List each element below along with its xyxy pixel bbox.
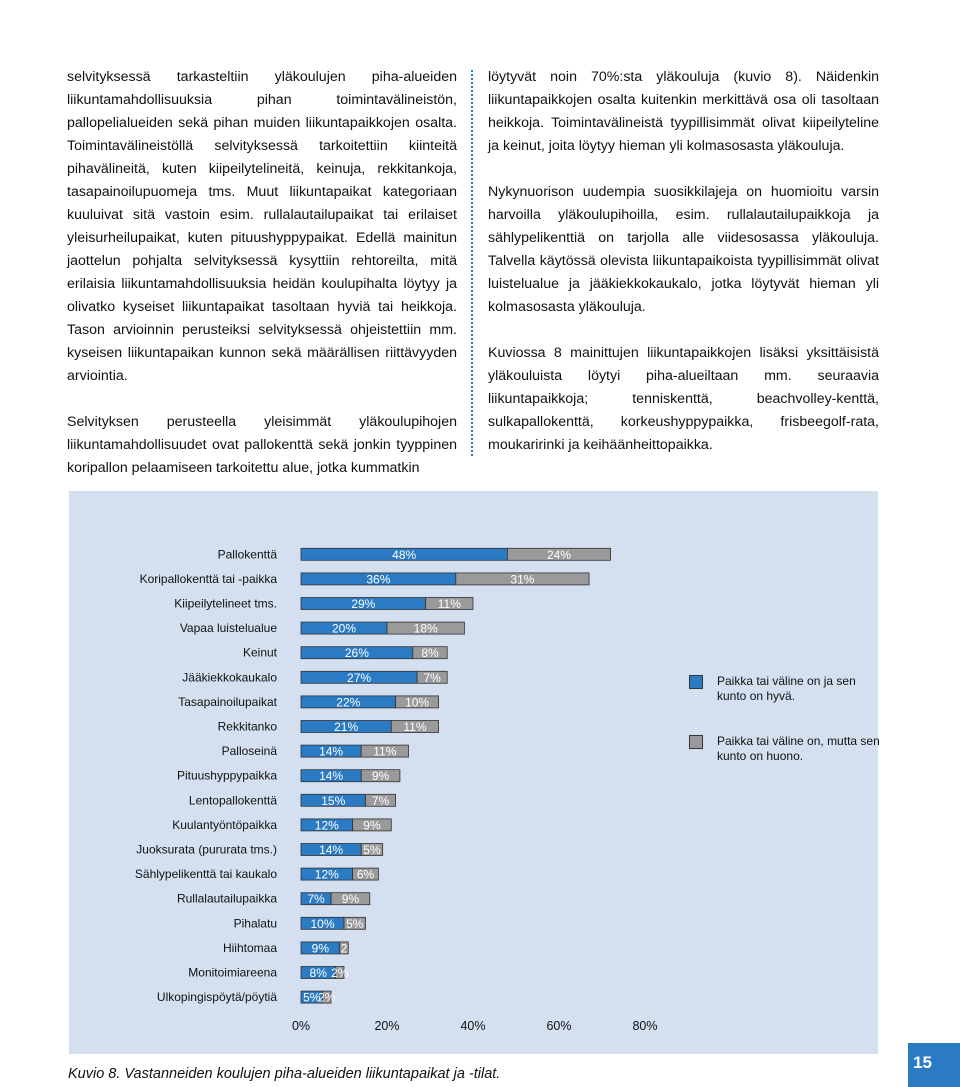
category-label: Vapaa luistelualue (179, 621, 277, 636)
data-label-good: 12% (314, 818, 339, 833)
paragraph: löytyvät noin 70%:sta yläkouluja (kuvio 8). Näidenkin liikuntapaikkojen osalta kuitenkin merkittävä osa oli tasoltaan heikkoja. Toimintavälineistä tyypillisimmät olivat kiipeilyteline ja keinut, joita löytyy hieman yli kolmasosasta yläkouluja. (488, 69, 879, 154)
x-tick-label: 0% (291, 1019, 311, 1033)
category-label: Rekkitanko (217, 719, 277, 734)
category-label: Palloseinä (221, 744, 277, 759)
figure-caption: Kuvio 8. Vastanneiden koulujen piha-alueiden liikuntapaikat ja -tilat. (68, 1066, 501, 1082)
category-label: Pallokenttä (217, 547, 277, 562)
category-label: Ulkopingispöytä/pöytiä (156, 990, 277, 1005)
category-label: Juoksurata (pururata tms.) (136, 842, 277, 857)
data-label-poor: 11% (373, 744, 397, 759)
data-label-good: 21% (334, 720, 359, 734)
category-label: Jääkiekkokaukalo (182, 670, 277, 685)
page-number: 15 (913, 1053, 932, 1072)
page-number-badge (908, 1043, 960, 1087)
paragraph: selvityksessä tarkasteltiin yläkoulujen piha-alueiden liikuntamahdollisuuksia pihan toimintavälineistön, pallopelialueiden sekä pihan muiden liikuntapaikkojen osalta. Toimintavälineistöllä selvityksessä tarkoitettiin kiinteitä pihavälineitä, kuten kiipeilytelineitä, keinuja, rekkitankoja, tasapainoilupuomeja tms. Muut liikuntapaikat kategoriaan kuuluivat sitä vastoin esim. rullalautailupaikat tai erilaiset yleisurheilupaikat, kuten pituushyppypaikat. Edellä mainitun jaottelun pohjalta selvityksessä kysyttiin rehtoreilta, mitä erilaisia liikuntamahdollisuuksia heidän koulupihalta löytyy ja olivatko kyseiset liikuntapaikat tasoltaan hyviä tai heikkoja. Tason arvioinnin perusteiksi selvityksessä ohjeistettiin mm. kyseisen liikuntapaikan kunnon sekä määrällisen riittävyyden arviointia. (67, 69, 457, 384)
data-label-good: 26% (344, 646, 369, 661)
category-label: Kiipeilytelineet tms. (174, 596, 277, 611)
data-label-good: 14% (319, 843, 344, 857)
data-label-good: 12% (314, 867, 339, 882)
paragraph: Kuviossa 8 mainittujen liikuntapaikkojen lisäksi yksittäisistä yläkouluista löytyi piha-alueiltaan mm. seuraavia liikuntapaikkoja; tenniskenttä, beachvolley-kenttä, sulkapallokenttä, korkeushyppypaikka, frisbeegolf-rata, moukaririnki ja keihäänheittopaikka. (488, 345, 879, 453)
category-label: Hiihtomaa (222, 940, 277, 955)
data-label-poor: 7% (371, 793, 390, 808)
category-label: Monitoimiareena (188, 965, 277, 980)
chart-panel (69, 491, 878, 1054)
category-label: Kuulantyöntöpaikka (172, 817, 277, 832)
data-label-poor: 2% (331, 966, 349, 980)
data-label-good: 5% (303, 990, 321, 1005)
data-label-poor: 31% (510, 572, 535, 587)
data-label-poor: 2 (340, 941, 348, 956)
data-label-poor: 11% (437, 597, 461, 611)
x-tick-label: 20% (374, 1019, 400, 1033)
data-label-poor: 8% (421, 646, 439, 661)
data-label-poor: 5% (363, 843, 381, 857)
data-label-poor: 18% (413, 621, 438, 636)
category-label: Pituushyppypaikka (176, 768, 277, 783)
data-label-poor: 9% (371, 769, 390, 784)
data-label-good: 7% (307, 892, 325, 907)
category-label: Pihalatu (233, 916, 277, 931)
data-label-poor: 11% (403, 720, 427, 734)
legend-label-poor: Paikka tai väline on, mutta sen kunto on huono. (717, 734, 880, 763)
data-label-good: 10% (310, 916, 335, 931)
data-label-good: 20% (331, 621, 357, 636)
legend-label-good: Paikka tai väline on ja sen kunto on hyvä. (717, 674, 856, 703)
data-label-poor: 9% (363, 818, 381, 833)
legend-swatch-good (689, 675, 703, 689)
data-label-good: 27% (347, 670, 372, 685)
category-label: Koripallokenttä tai -paikka (139, 571, 277, 586)
data-label-good: 29% (351, 597, 376, 611)
paragraph: Selvityksen perusteella yleisimmät yläkoulupihojen liikuntamahdollisuudet ovat pallokenttä sekä jonkin tyyppinen koripallon pelaamiseen tarkoitettu alue, jotka kummatkin (67, 414, 457, 476)
legend-swatch-poor (689, 735, 703, 749)
paragraph: Nykynuorison uudempia suosikkilajeja on huomioitu varsin harvoilla yläkoulupihoilla, esim. rullalautailupaikkoja ja sählypelikenttiä on tarjolla alle viidesosassa yläkouluja. Talvella käytössä olevista liikuntapaikoista tyypillisimmät olivat luistelualue ja jääkiekkokaukalo, jotka löytyvät hieman yli kolmasosasta yläkouluja. (488, 184, 879, 315)
data-label-good: 22% (336, 695, 361, 710)
right-text-column (488, 66, 879, 480)
left-text-column (67, 66, 457, 503)
data-label-good: 14% (319, 769, 344, 784)
data-label-poor: 10% (405, 695, 430, 710)
x-tick-label: 80% (632, 1019, 658, 1033)
data-label-good: 9% (311, 941, 330, 956)
data-label-good: 14% (319, 744, 344, 759)
data-label-poor: 5% (346, 916, 364, 931)
data-label-good: 8% (309, 966, 327, 980)
category-label: Sählypelikenttä tai kaukalo (134, 867, 277, 882)
x-tick-label: 60% (546, 1019, 572, 1033)
data-label-poor: 24% (546, 547, 572, 562)
data-label-good: 15% (321, 793, 346, 808)
data-label-good: 36% (366, 572, 391, 587)
data-label-good: 48% (392, 547, 417, 562)
x-tick-label: 40% (460, 1019, 486, 1033)
data-label-poor: 6% (356, 867, 375, 882)
column-divider (471, 70, 473, 456)
category-label: Rullalautailupaikka (176, 891, 277, 906)
bar-chart (69, 491, 878, 1054)
data-label-poor: 9% (341, 892, 360, 907)
data-label-poor: 7% (423, 670, 441, 685)
data-label-poor: 2% (318, 990, 336, 1005)
category-label: Lentopallokenttä (188, 793, 277, 808)
category-label: Tasapainoilupaikat (178, 694, 277, 709)
category-label: Keinut (242, 645, 277, 660)
